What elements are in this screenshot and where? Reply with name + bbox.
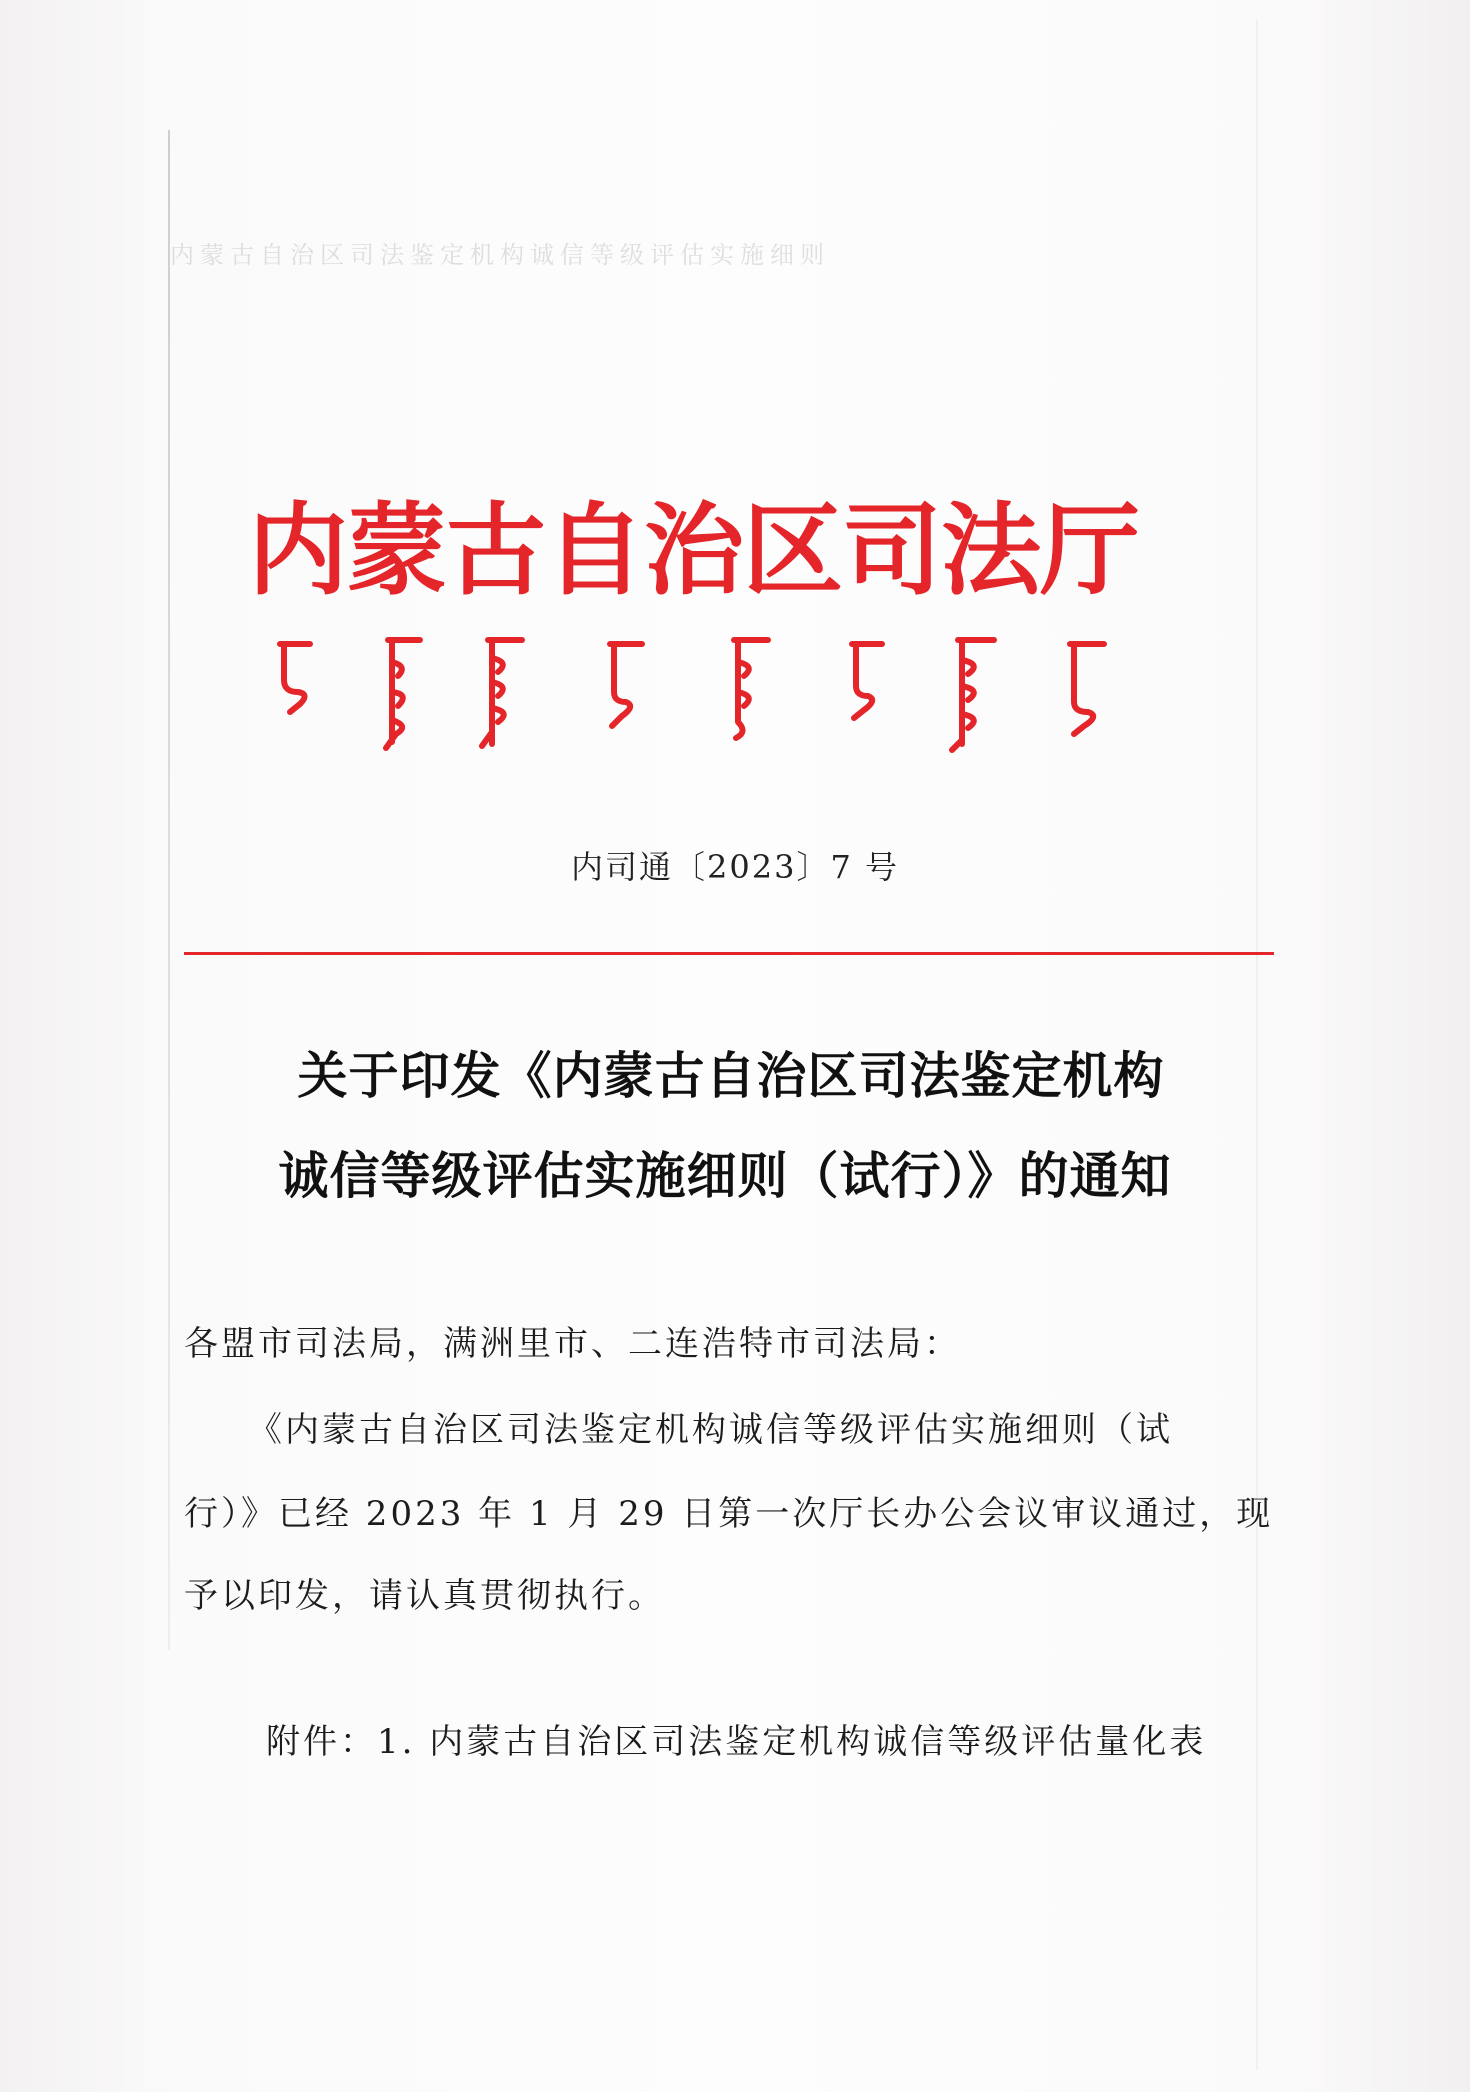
body-paragraph-line-3: 予以印发，请认真贯彻执行。 xyxy=(184,1576,665,1616)
red-divider-rule xyxy=(184,952,1274,955)
body-paragraph-line-2: 行）》已经 2023 年 1 月 29 日第一次厅长办公会议审议通过，现 xyxy=(184,1494,1274,1534)
scan-edge-line xyxy=(168,130,170,1650)
notice-title-line-2: 诚信等级评估实施细则（试行）》的通知 xyxy=(278,1147,1172,1205)
attachment-line: 附件：1. 内蒙古自治区司法鉴定机构诚信等级评估量化表 xyxy=(266,1722,1207,1762)
body-paragraph-line-1: 《内蒙古自治区司法鉴定机构诚信等级评估实施细则（试 xyxy=(248,1410,1173,1450)
notice-title-line-1: 关于印发《内蒙古自治区司法鉴定机构 xyxy=(297,1047,1165,1105)
addressee-line: 各盟市司法局，满洲里市、二连浩特市司法局： xyxy=(184,1324,961,1364)
document-number: 内司通〔2023〕7 号 xyxy=(571,848,899,886)
mongolian-script-logo xyxy=(270,622,1170,762)
bleed-through-text: 内蒙古自治区司法鉴定机构诚信等级评估实施细则 xyxy=(170,241,830,269)
issuing-organization-title: 内蒙古自治区司法厅 xyxy=(248,491,1139,609)
